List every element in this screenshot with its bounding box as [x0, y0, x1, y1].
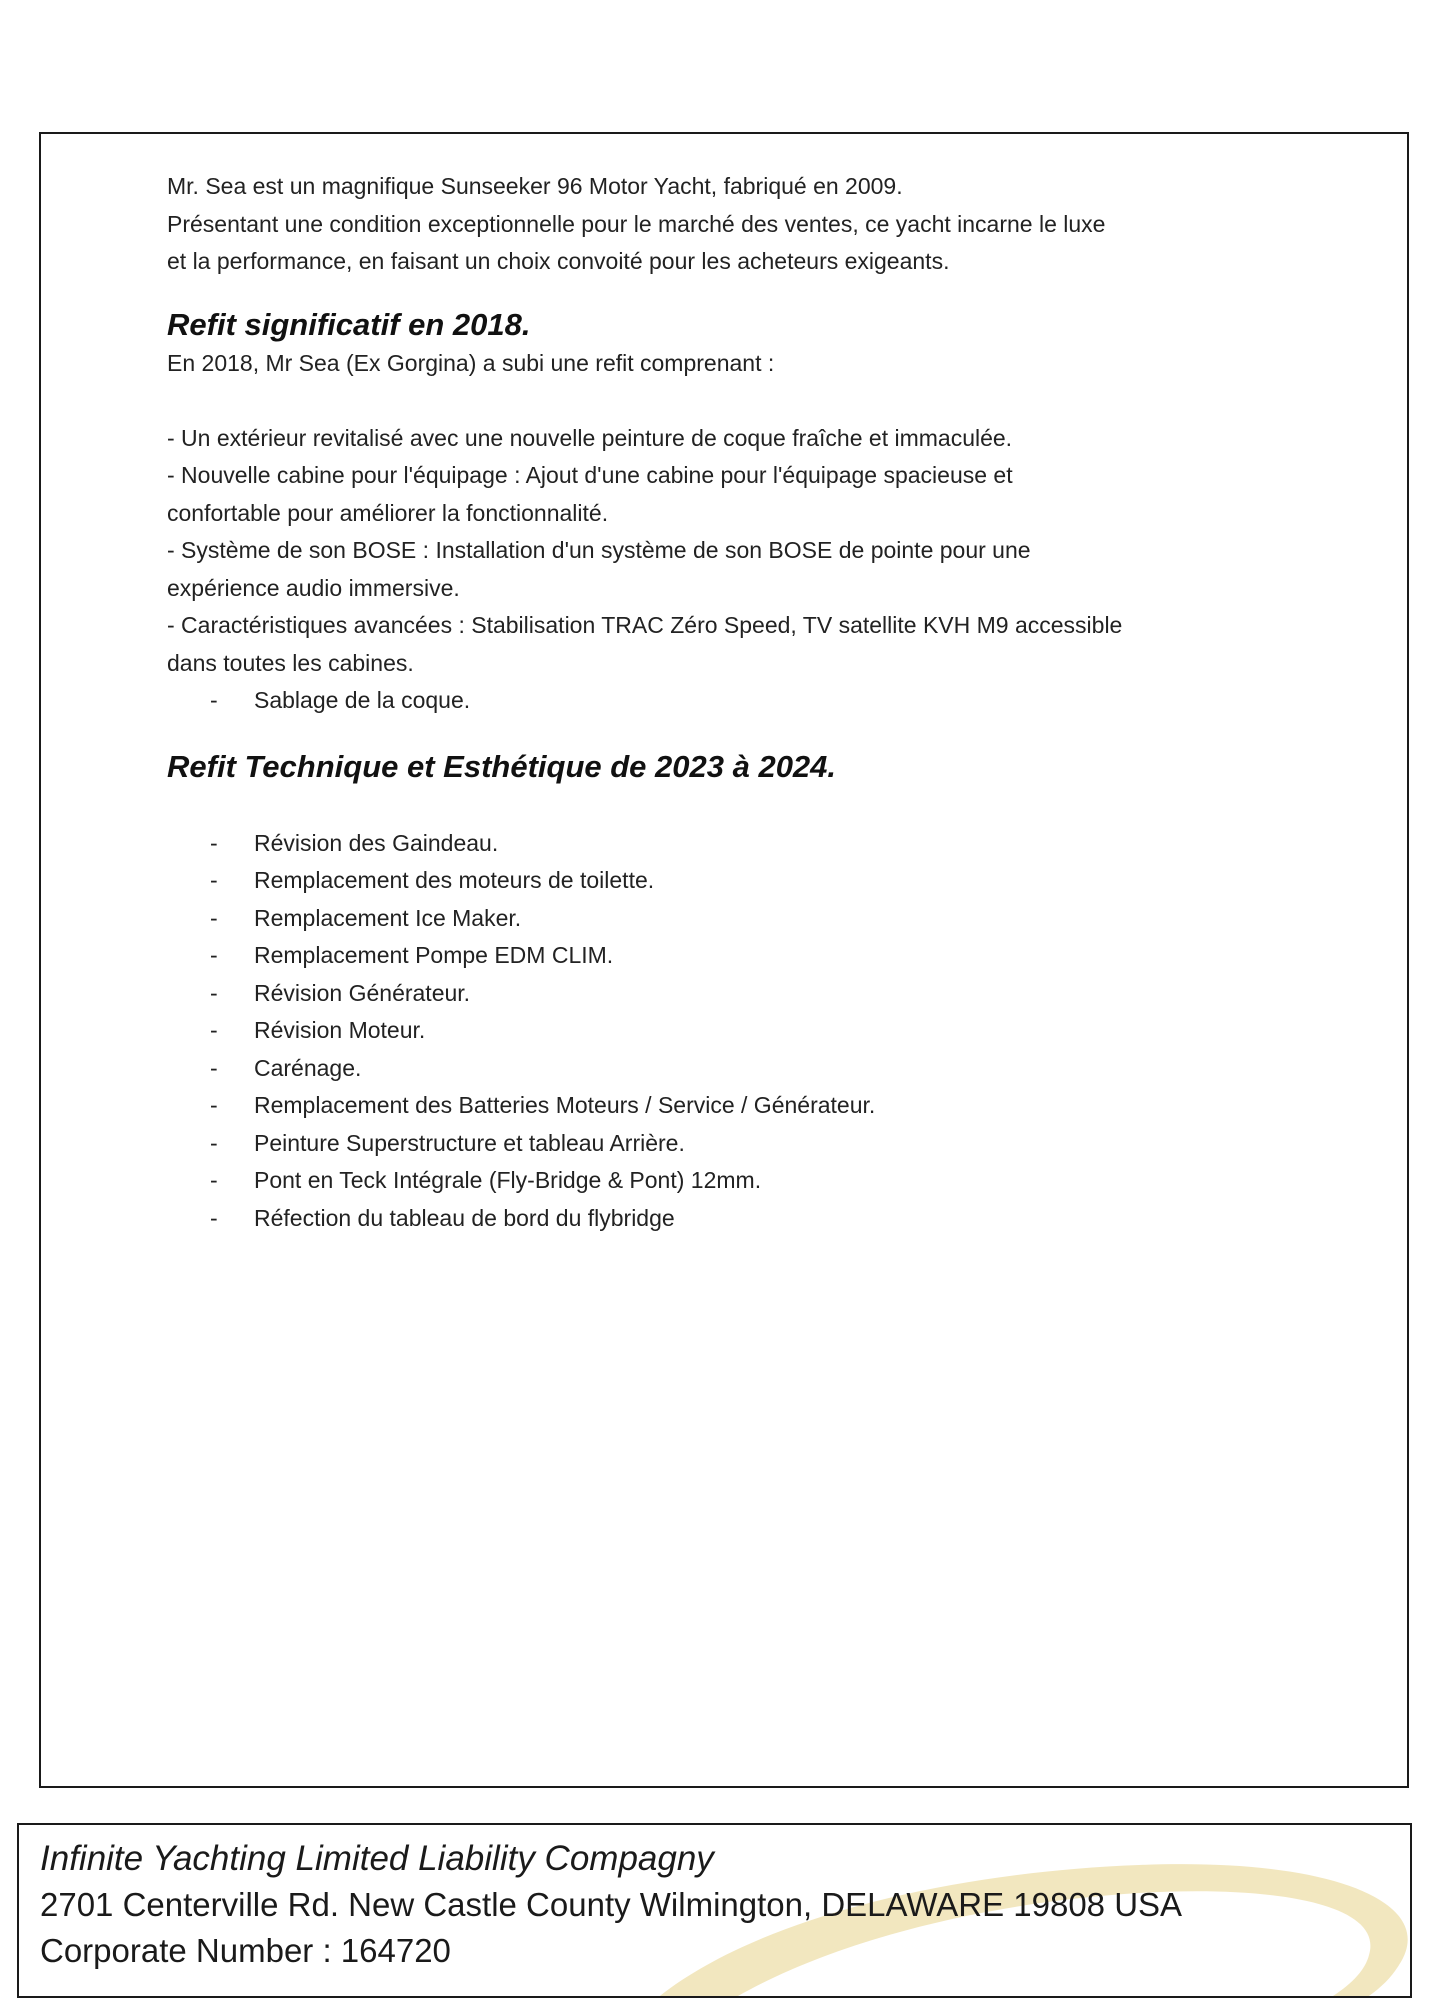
dash-bullet: -	[210, 1129, 218, 1156]
dash-bullet: -	[210, 904, 218, 931]
refit-2023-list	[167, 825, 1287, 1238]
dash-bullet: -	[210, 1204, 218, 1231]
refit-2018-line: expérience audio immersive.	[167, 574, 460, 601]
list-item	[167, 1162, 1287, 1200]
list-item-text: Remplacement des Batteries Moteurs / Service / Générateur.	[254, 1092, 876, 1118]
list-item	[167, 1050, 1287, 1088]
list-item-text: Révision des Gaindeau.	[254, 829, 499, 856]
list-item-text: Révision Générateur.	[254, 979, 471, 1006]
list-item	[167, 1087, 1287, 1125]
intro-paragraph	[167, 168, 1287, 281]
section-heading-refit-2023-2024: Refit Technique et Esthétique de 2023 à 2024.	[167, 748, 837, 784]
list-item-text: Remplacement Pompe EDM CLIM.	[254, 942, 614, 968]
list-item	[167, 937, 1287, 975]
section-heading-refit-2018: Refit significatif en 2018.	[167, 306, 531, 342]
section-2018-body	[167, 345, 1287, 720]
footer-corporate-number: Corporate Number : 164720	[40, 1932, 451, 1969]
dash-bullet: -	[210, 1167, 218, 1193]
dash-bullet: -	[210, 1092, 218, 1118]
dash-bullet: -	[210, 829, 218, 856]
list-item-text: Sablage de la coque.	[254, 687, 471, 713]
list-item	[167, 1200, 1287, 1238]
dash-bullet: -	[210, 979, 218, 1006]
footer-address: 2701 Centerville Rd. New Castle County Wilmington, DELAWARE 19808 USA	[40, 1886, 1183, 1923]
list-item	[167, 1125, 1287, 1163]
list-item-text: Réfection du tableau de bord du flybridge	[254, 1204, 675, 1231]
list-item-text: Pont en Teck Intégrale (Fly-Bridge & Pont) 12mm.	[254, 1167, 762, 1193]
list-item-text: Peinture Superstructure et tableau Arrière.	[254, 1129, 685, 1156]
refit-2018-line: - Caractéristiques avancées : Stabilisation TRAC Zéro Speed, TV satellite KVH M9 accessible	[167, 612, 1123, 638]
dash-bullet: -	[210, 942, 218, 968]
refit-2018-line: dans toutes les cabines.	[167, 649, 414, 676]
refit-2018-line: confortable pour améliorer la fonctionnalité.	[167, 499, 609, 526]
spacer	[167, 382, 1287, 420]
section-2018-intro: En 2018, Mr Sea (Ex Gorgina) a subi une refit comprenant :	[167, 349, 775, 376]
list-item	[167, 900, 1287, 938]
list-item	[167, 1012, 1287, 1050]
intro-line: et la performance, en faisant un choix convoité pour les acheteurs exigeants.	[167, 248, 950, 274]
list-item	[167, 682, 1287, 720]
dash-bullet: -	[210, 1017, 218, 1043]
footer-company-name: Infinite Yachting Limited Liability Compagny	[40, 1839, 714, 1878]
dash-bullet: -	[210, 1054, 218, 1081]
refit-2018-line: - Système de son BOSE : Installation d'un système de son BOSE de pointe pour une	[167, 537, 1031, 563]
refit-2018-line: - Un extérieur revitalisé avec une nouvelle peinture de coque fraîche et immaculée.	[167, 424, 1013, 451]
list-item-text: Remplacement Ice Maker.	[254, 904, 522, 931]
list-item	[167, 975, 1287, 1013]
refit-2018-line: - Nouvelle cabine pour l'équipage : Ajout d'une cabine pour l'équipage spacieuse et	[167, 462, 1013, 488]
list-item-text: Remplacement des moteurs de toilette.	[254, 867, 655, 893]
intro-line: Mr. Sea est un magnifique Sunseeker 96 Motor Yacht, fabriqué en 2009.	[167, 173, 903, 199]
list-item-text: Révision Moteur.	[254, 1017, 426, 1043]
list-item	[167, 825, 1287, 863]
footer	[17, 1823, 1412, 1998]
document-body	[167, 168, 1287, 1237]
dash-bullet: -	[210, 867, 218, 893]
list-item	[167, 862, 1287, 900]
intro-line: Présentant une condition exceptionnelle pour le marché des ventes, ce yacht incarne le luxe	[167, 210, 1106, 237]
dash-bullet: -	[210, 687, 218, 713]
list-item-text: Carénage.	[254, 1054, 362, 1081]
